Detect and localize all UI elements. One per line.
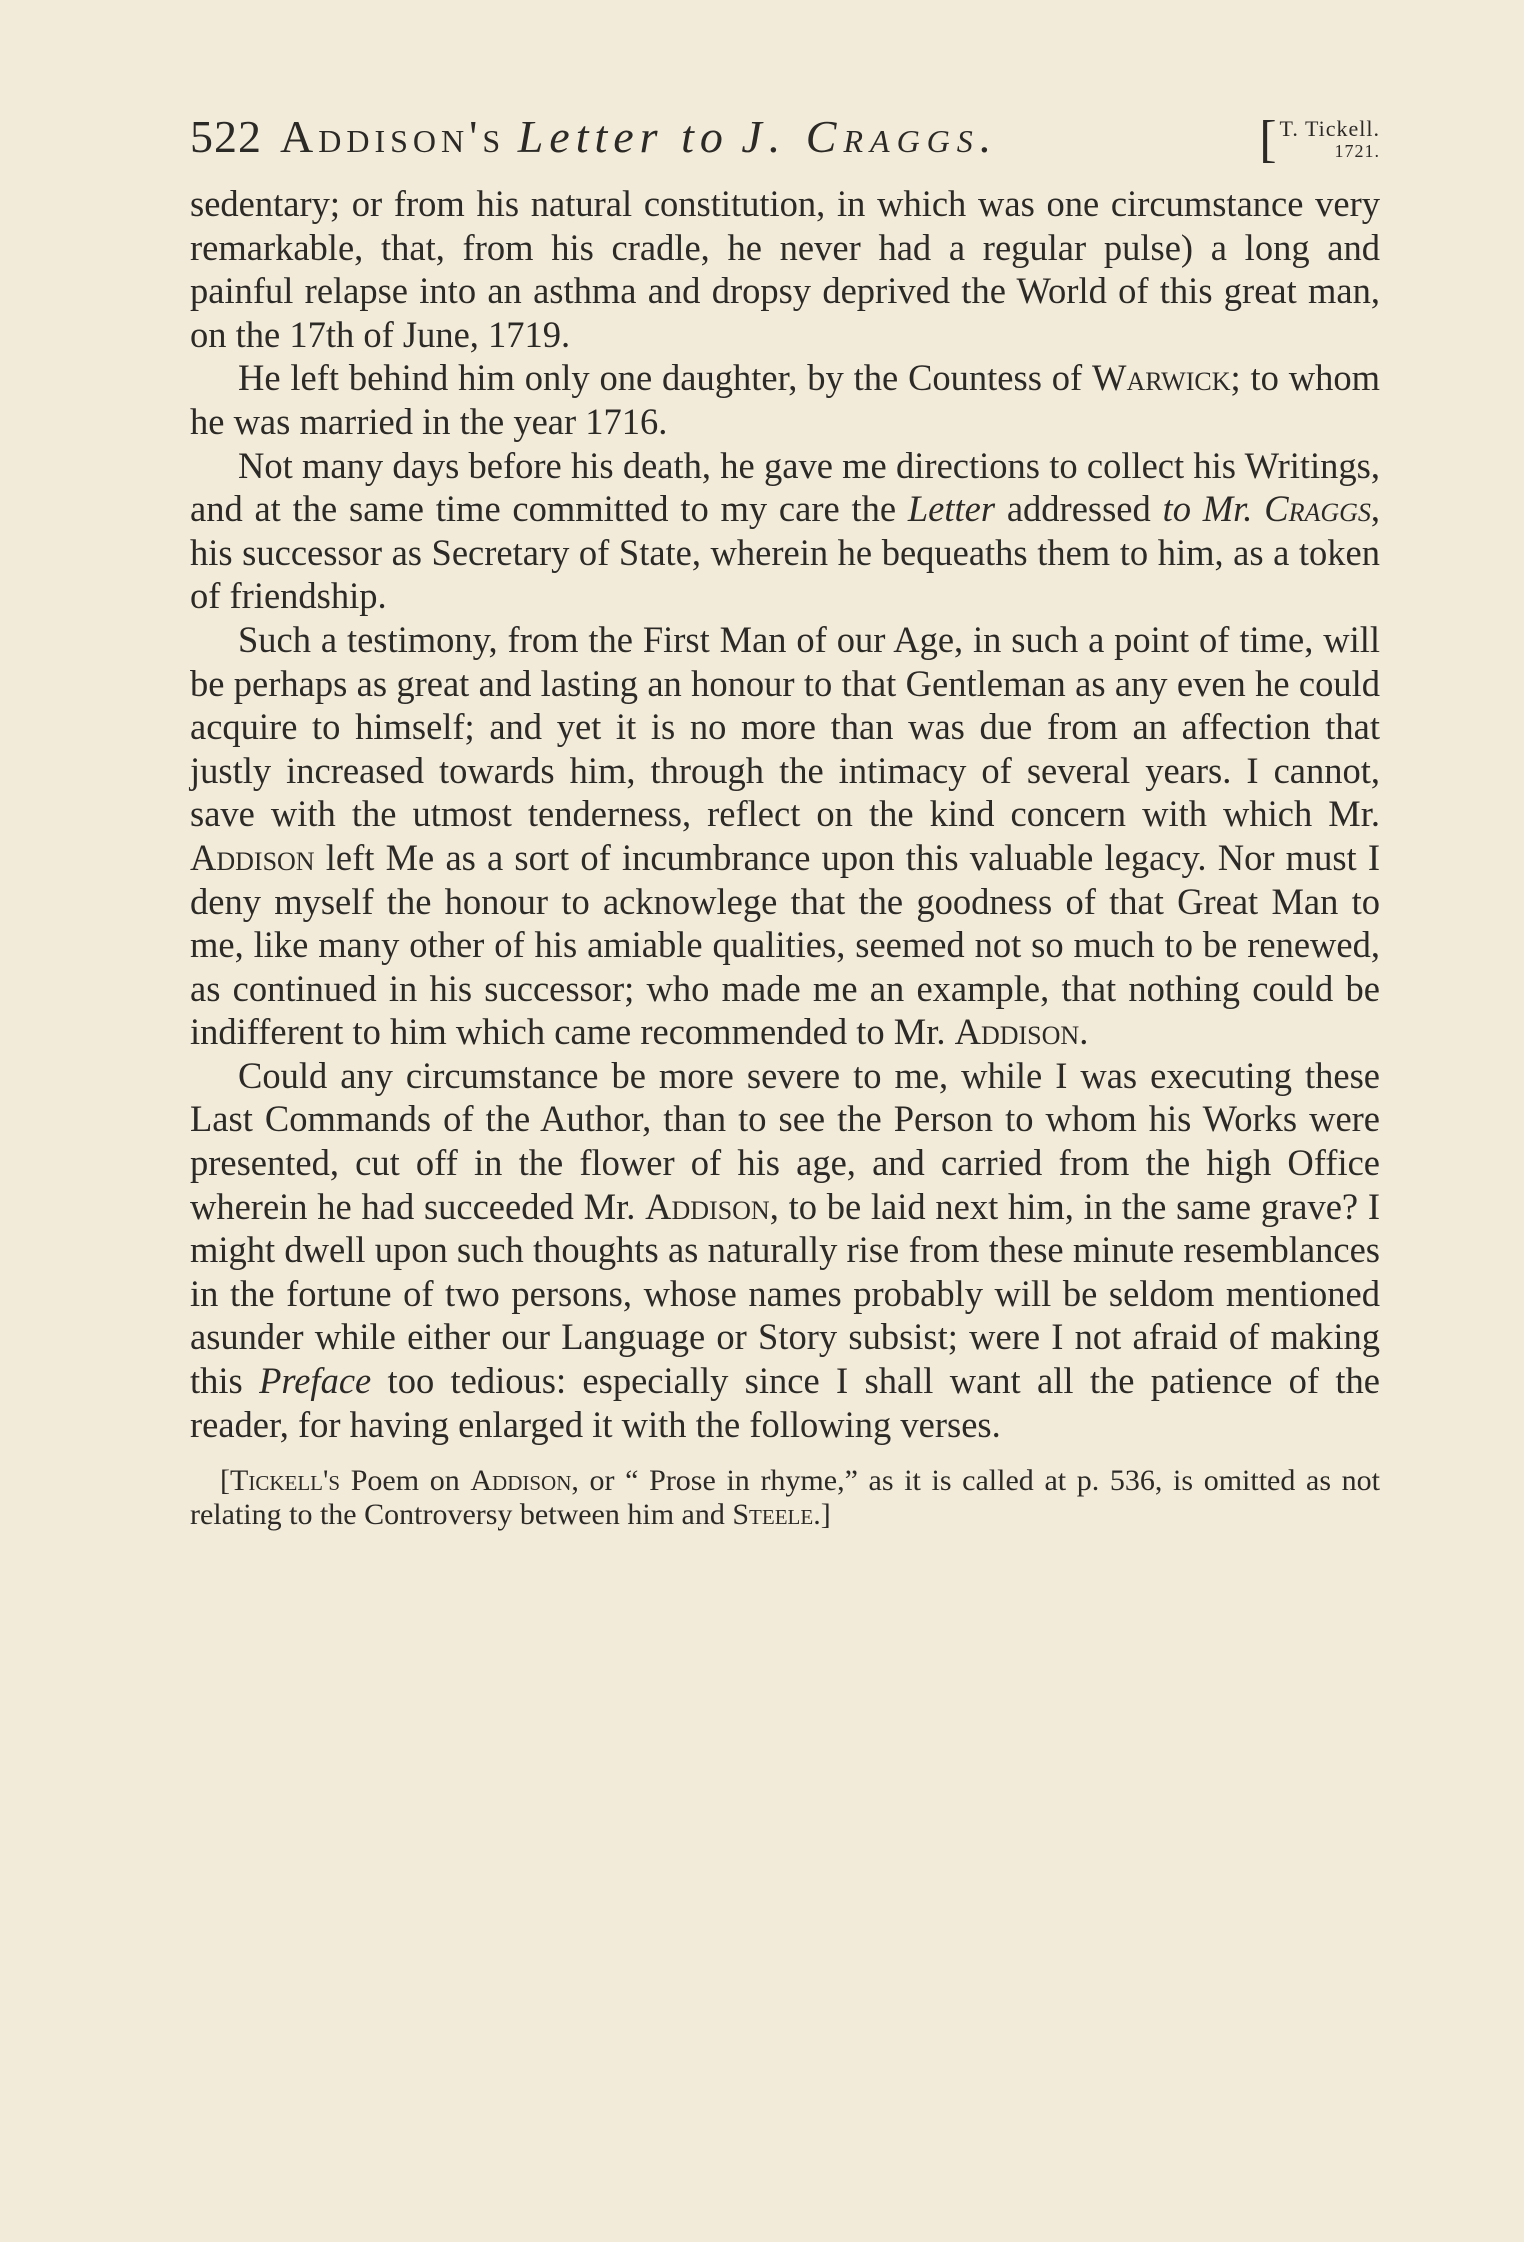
paragraph-3: Not many days before his death, he gave me directions to collect his Writings, and at the same time committed to my care the Letter addressed to Mr. Craggs, his successor as Secretary of State, wherein he bequeaths them to him, as a token of friendship.	[190, 444, 1381, 617]
running-title-letter: Letter to	[517, 111, 729, 162]
word-to-mr: to Mr.	[1162, 488, 1253, 530]
paragraph-1: sedentary; or from his natural constitution, in which was one circumstance very remarkable, that, from his cradle, he never had a regular pulse) a long and painful relapse into an asthma and dropsy deprived the World of this great man, on the 17th of June, 1719.	[190, 183, 1380, 355]
word-preface: Preface	[259, 1360, 372, 1402]
name-addison: Addison	[190, 836, 315, 878]
paragraph-2: He left behind him only one daughter, by the Countess of Warwick; to whom he was married in the year 1716.	[190, 357, 1380, 442]
name-tickell: Tickell's	[230, 1464, 341, 1498]
running-head-side	[1259, 110, 1380, 168]
name-addison: Addison	[645, 1185, 770, 1227]
name-warwick: Warwick	[1092, 357, 1231, 399]
running-head	[190, 110, 1380, 182]
side-bracket: [	[1259, 111, 1278, 168]
name-craggs: Craggs	[1264, 488, 1371, 530]
running-title-recipient: J. Craggs.	[741, 111, 999, 162]
name-addison: Addison	[954, 1011, 1080, 1053]
running-title-author: Addison's	[280, 111, 506, 162]
running-title	[280, 110, 1259, 163]
page	[190, 110, 1380, 1532]
paragraph-5: Could any circumstance be more severe to me, while I was executing these Last Commands of the Author, than to see the Person to whom his Works were presented, cut off in the flower of his age, and carried from the high Office wherein he had succeeded Mr. Addison, to be laid next him, in the same grave? I might dwell upon such thoughts as naturally rise from these minute resemblances in the fortune of two persons, whose names probably will be seldom mentioned asunder while either our Language or Story subsist; were I not afraid of making this Preface too tedious: especially since I shall want all the patience of the reader, for having enlarged it with the following verses.	[190, 1054, 1381, 1445]
side-year: 1721.	[1334, 141, 1380, 161]
word-letter: Letter	[907, 488, 996, 530]
editorial-note: [Tickell's Poem on Addison, or “ Prose in rhyme,” as it is called at p. 536, is omitted as not relating to the Controversy between him and Steele.]	[190, 1464, 1380, 1532]
page-number: 522	[190, 111, 262, 162]
paragraph-4: Such a testimony, from the First Man of our Age, in such a point of time, will be perhaps as great and lasting an honour to that Gentleman as any even he could acquire to himself; and yet it is no more than was due from an affection that justly increased towards him, through the intimacy of several years. I cannot, save with the utmost tenderness, reflect on the kind concern with which Mr. Addison left Me as a sort of incumbrance upon this valuable legacy. Nor must I deny myself the honour to acknowlege that the goodness of that Great Man to me, like many other of his amiable qualities, seemed not so much to be renewed, as continued in his successor; who made me an example, that nothing could be indifferent to him which came recommended to Mr. Addison.	[190, 618, 1381, 1053]
name-addison: Addison	[470, 1464, 572, 1498]
side-author: T. Tickell.	[1279, 116, 1380, 141]
body-text	[190, 182, 1380, 1446]
name-steele: Steele	[732, 1498, 814, 1532]
